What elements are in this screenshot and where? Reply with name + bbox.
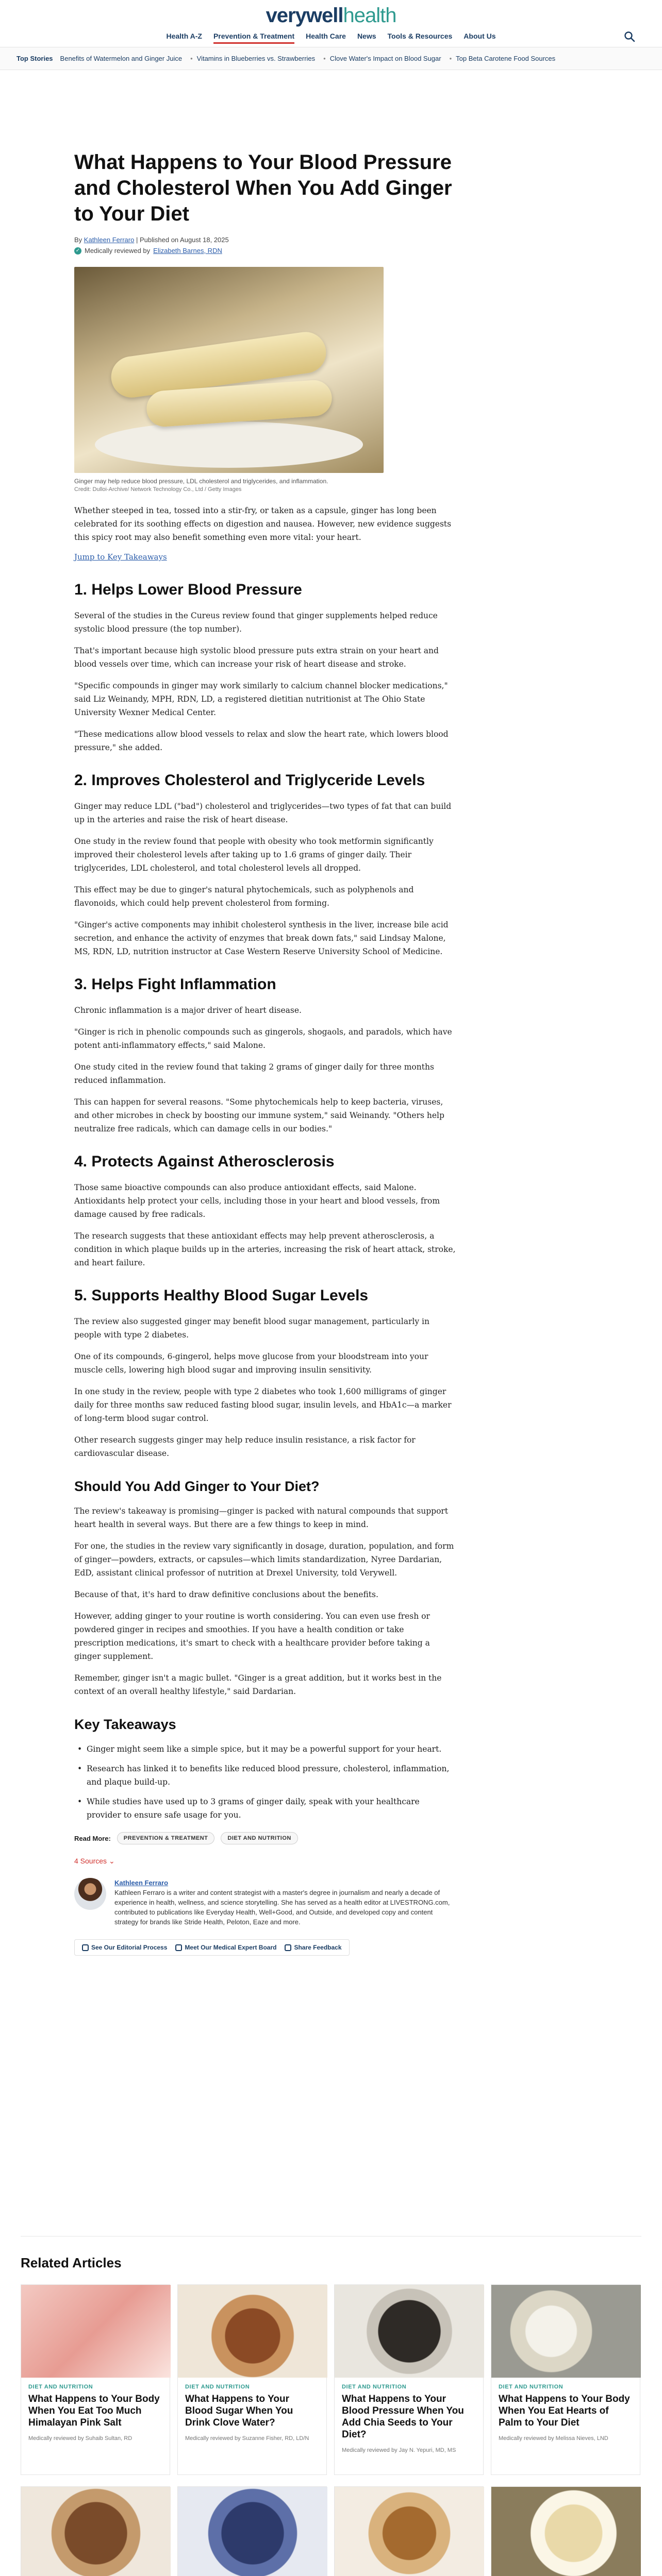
avatar (74, 1878, 106, 1910)
share-feedback-link[interactable]: Share Feedback (285, 1944, 341, 1951)
list-item: • While studies have used up to 3 grams of ginger daily, speak with your healthcare provider to ensure safe usage for you. (74, 1795, 456, 1822)
card-thumbnail (335, 2487, 484, 2576)
intro-paragraph: Whether steeped in tea, tossed into a stir-fry, or taken as a capsule, ginger has long been celebrated for its soothing effects on digestion and nausea. However, new evidence suggests this spicy root may also benefit something even more vital: your heart. (74, 506, 452, 542)
people-icon (175, 1944, 182, 1951)
top-story-link[interactable]: Top Beta Carotene Food Sources (456, 55, 556, 62)
card-thumbnail (335, 2285, 484, 2378)
paragraph: "Ginger is rich in phenolic compounds such as gingerols, shogaols, and paradols, which have potent anti-inflammatory effects," said Malone. (74, 1027, 452, 1050)
separator: • (190, 55, 193, 62)
paragraph: One study in the review found that people with obesity who took metformin significantly improved their cholesterol levels after taking up to 1.6 grams of ginger daily. Their triglycerides, LDL cholesterol, and total cholesterol levels all dropped. (74, 837, 434, 873)
key-takeaways-list (74, 1742, 456, 1822)
card-thumbnail (178, 2285, 327, 2378)
medical-board-link[interactable]: Meet Our Medical Expert Board (175, 1944, 276, 1951)
paragraph: The research suggests that these antioxidant effects may help prevent atherosclerosis, a condition in which plaque builds up in the arteries, increasing the risk of heart attack, stroke, and heart failure. (74, 1231, 456, 1267)
separator: • (323, 55, 326, 62)
card-title[interactable]: What Happens to Your Blood Sugar When You Drink Clove Water? (185, 2394, 293, 2428)
top-story-link[interactable]: Vitamins in Blueberries vs. Strawberries (196, 55, 316, 62)
image-credit: Credit: Dulloi-Archive/ Network Technology Co., Ltd / Getty Images (74, 486, 242, 493)
published-date: Published on August 18, 2025 (139, 236, 229, 244)
tag-chip[interactable]: PREVENTION & TREATMENT (117, 1832, 215, 1844)
paragraph: One of its compounds, 6-gingerol, helps move glucose from your bloodstream into your muscle cells, lowering high blood sugar and improving insulin sensitivity. (74, 1352, 428, 1375)
card-title[interactable]: What Happens to Your Body When You Eat Too Much Himalayan Pink Salt (28, 2394, 160, 2428)
author-bio-text: Kathleen Ferraro is a writer and content strategist with a master's degree in journalism and nearly a decade of experience in health, wellness, and science storytelling. She has served as a health editor at LIVESTRONG.com, contributed to publications like Everyday Health, Well+Good, and Outside, and developed copy and content strategy for brands like Stride Health, Peloton, Eaze and more. (114, 1889, 450, 1926)
chevron-down-icon: ⌄ (108, 1857, 115, 1865)
paragraph: The review's takeaway is promising—ginger is packed with natural compounds that support heart health in several ways. But there are a few things to keep in mind. (74, 1506, 449, 1529)
card-reviewer: Medically reviewed by Melissa Nieves, LND (499, 2435, 608, 2442)
main-nav (0, 32, 662, 44)
related-card[interactable] (177, 2284, 327, 2475)
section-heading: 1. Helps Lower Blood Pressure (74, 581, 302, 598)
section-heading: 2. Improves Cholesterol and Triglyceride Levels (74, 772, 425, 789)
paragraph: Several of the studies in the Cureus review found that ginger supplements helped reduce systolic blood pressure (the top number). (74, 611, 438, 634)
image-caption: Ginger may help reduce blood pressure, LDL cholesterol and triglycerides, and inflammation. (74, 478, 328, 485)
author-name-link[interactable]: Kathleen Ferraro (114, 1879, 169, 1887)
author-link[interactable]: Kathleen Ferraro (84, 236, 135, 244)
reviewer-link[interactable]: Elizabeth Barnes, RDN (153, 247, 222, 255)
card-category: DIET AND NUTRITION (342, 2384, 407, 2390)
paragraph: This effect may be due to ginger's natural phytochemicals, such as polyphenols and flavonoids, which could help prevent cholesterol from forming. (74, 885, 414, 908)
jump-link[interactable]: Jump to Key Takeaways (74, 552, 167, 562)
nav-health-care[interactable]: Health Care (306, 32, 346, 40)
related-card[interactable] (177, 2486, 327, 2576)
card-reviewer: Medically reviewed by Jay N. Yepuri, MD, MS (342, 2447, 456, 2453)
list-item: • Research has linked it to benefits like reduced blood pressure, cholesterol, inflammation, and plaque build-up. (74, 1762, 456, 1789)
nav-prevention-treatment[interactable]: Prevention & Treatment (213, 32, 294, 44)
card-category: DIET AND NUTRITION (28, 2384, 93, 2390)
sources-toggle[interactable]: 4 Sources ⌄ (74, 1857, 115, 1865)
byline: By Kathleen Ferraro | Published on August 18, 2025 (74, 236, 229, 244)
trust-bar (74, 1939, 350, 1956)
paragraph: For one, the studies in the review vary significantly in dosage, duration, population, and form of ginger—powders, extracts, or capsules—which limits standardization, Nyree Dardarian, EdD, assistant clinical professor of nutrition at Drexel University, told Verywell. (74, 1541, 454, 1578)
paragraph: One study cited in the review found that taking 2 grams of ginger daily for three months reduced inflammation. (74, 1062, 434, 1085)
paragraph: The review also suggested ginger may benefit blood sugar management, particularly in people with type 2 diabetes. (74, 1317, 429, 1340)
card-category: DIET AND NUTRITION (185, 2384, 250, 2390)
card-reviewer: Medically reviewed by Suhaib Sultan, RD (28, 2435, 133, 2442)
related-card[interactable] (491, 2486, 640, 2576)
editorial-process-link[interactable]: See Our Editorial Process (82, 1944, 167, 1951)
paragraph: "These medications allow blood vessels to relax and slow the heart rate, which lowers blood pressure," she added. (74, 730, 449, 752)
section-heading: 4. Protects Against Atherosclerosis (74, 1153, 335, 1170)
paragraph: That's important because high systolic blood pressure puts extra strain on your heart and blood vessels over time, which can increase your risk of heart disease and stroke. (74, 646, 439, 669)
related-card[interactable] (491, 2284, 640, 2475)
section-heading: Should You Add Ginger to Your Diet? (74, 1479, 320, 1494)
card-thumbnail (491, 2285, 641, 2378)
related-grid (21, 2284, 641, 2576)
card-thumbnail (21, 2487, 171, 2576)
author-bio (74, 1878, 456, 1927)
article-title: What Happens to Your Blood Pressure and Cholesterol When You Add Ginger to Your Diet (74, 151, 452, 225)
medical-review: ✓ Medically reviewed by Elizabeth Barnes, RDN (74, 247, 456, 255)
related-card[interactable] (21, 2284, 170, 2475)
paragraph: "Specific compounds in ginger may work similarly to calcium channel blocker medications," said Liz Weinandy, MPH, RDN, LD, a registered dietitian nutritionist at The Ohio State University Wexner Medical Center. (74, 681, 448, 717)
card-thumbnail (178, 2487, 327, 2576)
nav-about-us[interactable]: About Us (464, 32, 496, 40)
read-more: Read More: PREVENTION & TREATMENT DIET AND NUTRITION (74, 1832, 456, 1844)
key-takeaways-heading: Key Takeaways (74, 1717, 176, 1732)
card-category: DIET AND NUTRITION (499, 2384, 564, 2390)
feedback-icon (285, 1944, 291, 1951)
paragraph: In one study in the review, people with type 2 diabetes who took 1,600 milligrams of ginger daily for three months saw reduced fasting blood sugar, insulin levels, and HbA1c—a marker of long-term blood sugar control. (74, 1387, 452, 1423)
section-heading: 3. Helps Fight Inflammation (74, 976, 276, 993)
card-title[interactable]: What Happens to Your Blood Pressure When You Add Chia Seeds to Your Diet? (342, 2394, 464, 2440)
separator: • (449, 55, 452, 62)
article (74, 149, 456, 1956)
paragraph: This can happen for several reasons. "Some phytochemicals help to keep bacteria, viruses, and other microbes in check by boosting our immune system," said Weinandy. "Others help neutralize free radicals, which can damage cells in our bodies." (74, 1097, 444, 1133)
nav-health-a-z[interactable]: Health A-Z (166, 32, 202, 40)
section-heading: 5. Supports Healthy Blood Sugar Levels (74, 1287, 369, 1304)
site-logo[interactable]: verywellhealth (266, 4, 396, 27)
related-card[interactable] (334, 2284, 484, 2475)
related-articles (21, 2236, 641, 2576)
related-card[interactable] (21, 2486, 170, 2576)
card-thumbnail (21, 2285, 171, 2378)
paragraph: Ginger may reduce LDL ("bad") cholesterol and triglycerides—two types of fat that can build up in the arteries and raise the risk of heart disease. (74, 802, 452, 824)
check-icon: ✓ (74, 247, 81, 255)
paragraph: However, adding ginger to your routine is worth considering. You can even use fresh or powdered ginger in recipes and smoothies. If you have a health condition or take prescription medications, it's smart to check with a healthcare provider before taking a ginger supplement. (74, 1612, 430, 1661)
paragraph: Remember, ginger isn't a magic bullet. "Ginger is a great addition, but it works best in the context of an overall healthy lifestyle," said Dardarian. (74, 1673, 442, 1696)
paragraph: Those same bioactive compounds can also produce antioxidant effects, said Malone. Antioxidants help protect your cells, including those in your heart and blood vessels, from damage caused by free radicals. (74, 1183, 440, 1219)
related-card[interactable] (334, 2486, 484, 2576)
tag-chip[interactable]: DIET AND NUTRITION (221, 1832, 297, 1844)
list-item: • Ginger might seem like a simple spice, but it may be a powerful support for your heart. (74, 1742, 456, 1756)
card-title[interactable]: What Happens to Your Body When You Eat Hearts of Palm to Your Diet (499, 2394, 630, 2428)
card-thumbnail (491, 2487, 641, 2576)
top-stories-bar (0, 47, 662, 70)
card-reviewer: Medically reviewed by Suzanne Fisher, RD, LD/N (185, 2435, 309, 2442)
paragraph: Chronic inflammation is a major driver of heart disease. (74, 1006, 302, 1015)
nav-news[interactable]: News (357, 32, 376, 40)
document-icon (82, 1944, 89, 1951)
top-stories-title: Top Stories (16, 55, 53, 62)
top-story-link[interactable]: Clove Water's Impact on Blood Sugar (329, 55, 441, 62)
related-heading: Related Articles (21, 2255, 122, 2270)
paragraph: Because of that, it's hard to draw definitive conclusions about the benefits. (74, 1590, 378, 1599)
site-header (0, 0, 662, 47)
paragraph: Other research suggests ginger may help reduce insulin resistance, a risk factor for cardiovascular disease. (74, 1435, 416, 1458)
hero-image (74, 267, 384, 473)
search-icon[interactable] (624, 31, 635, 42)
top-story-link[interactable]: Benefits of Watermelon and Ginger Juice (60, 55, 183, 62)
nav-tools-resources[interactable]: Tools & Resources (387, 32, 453, 40)
paragraph: "Ginger's active components may inhibit cholesterol synthesis in the liver, increase bile acid secretion, and enhance the activity of enzymes that break down fats," said Lindsay Malone, MS, RDN, LD, nutrition instructor at Case Western Reserve University School of Medicine. (74, 920, 449, 956)
